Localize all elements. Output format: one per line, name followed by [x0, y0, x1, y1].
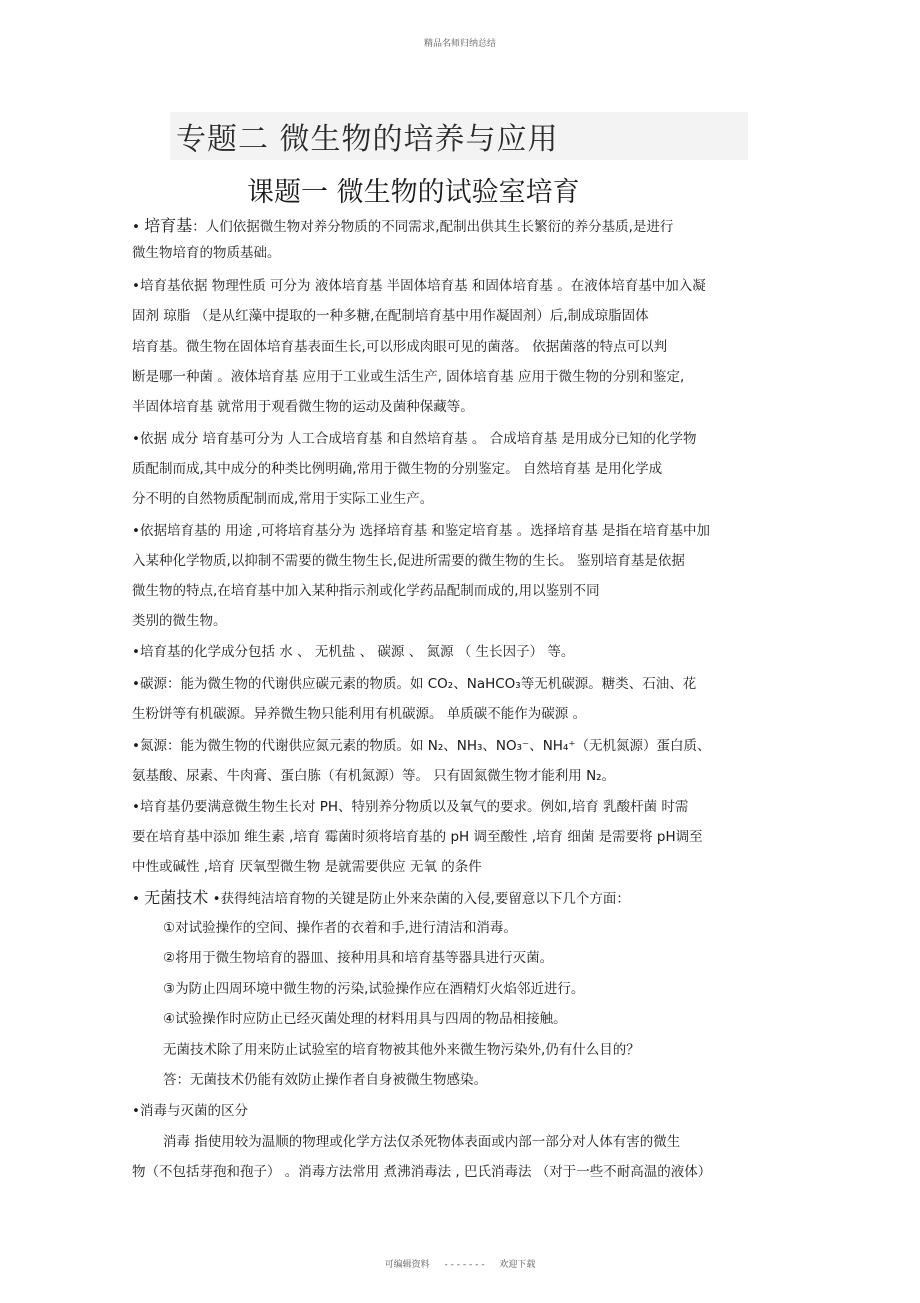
text-line-8: •依据 成分 培育基可分为 人工合成培育基 和自然培育基 。 合成培育基 是用成分已知的化学物	[132, 431, 697, 447]
text-line-3: •培育基依据 物理性质 可分为 液体培育基 半固体培育基 和固体培育基 。在液体培育基中加入凝	[132, 278, 706, 294]
answer-text: 答：无菌技术仍能有效防止操作者自身被微生物感染。	[163, 1072, 487, 1088]
text-line-5: 培育基。微生物在固体培育基表面生长,可以形成肉眼可见的菌落。 依据菌落的特点可以判	[132, 339, 668, 355]
text-line-2: 微生物培育的物质基础。	[132, 245, 281, 261]
text-line-21: 要在培育基中添加 维生素 ,培育 霉菌时须将培育基的 pH 调至酸性 ,培育 细菌 是需要将 pH调至	[132, 829, 703, 845]
list-item-3: ③为防止四周环境中微生物的污染,试验操作应在酒精灯火焰邻近进行。	[163, 981, 585, 997]
lesson-title: 课题一 微生物的试验室培育	[247, 177, 580, 208]
text-line-13: 微生物的特点,在培育基中加入某种指示剂或化学药品配制而成的,用以鉴别不同	[132, 583, 600, 599]
text-line-30: •消毒与灭菌的区分	[132, 1103, 248, 1119]
list-item-1: ①对试验操作的空间、操作者的衣着和手,进行清洁和消毒。	[163, 920, 517, 936]
text-line-19: 氨基酸、尿素、牛肉膏、蛋白胨（有机氮源）等。 只有固氮微生物才能利用 N₂。	[132, 768, 616, 784]
text-line-18: •氮源：能为微生物的代谢供应氮元素的物质。如 N₂、NH₃、NO₃⁻、NH₄⁺（无机氮源）蛋白质、	[132, 738, 711, 754]
text-line-10: 分不明的自然物质配制而成,常用于实际工业生产。	[132, 491, 434, 507]
footer-left: 可编辑资料	[384, 1260, 430, 1270]
text-line-9: 质配制而成,其中成分的种类比例明确,常用于微生物的分别鉴定。 自然培育基 是用化学成	[132, 461, 663, 477]
footer-dashes: - - - - - - -	[444, 1260, 485, 1270]
text-line-1: • 培育基：人们依据微生物对养分物质的不同需求,配制出供其生长繁衍的养分基质,是进行	[132, 216, 674, 235]
page-footer	[0, 1257, 920, 1270]
text-line-12: 入某种化学物质,以抑制不需要的微生物生长,促进所需要的微生物的生长。 鉴别培育基是依据	[132, 553, 685, 569]
text-line-11: •依据培育基的 用途 ,可将培育基分为 选择培育基 和鉴定培育基 。选择培育基 是指在培育基中加	[132, 523, 711, 539]
page-header: 精品名师归纳总结	[423, 39, 496, 49]
text-line-17: 生粉饼等有机碳源。异养微生物只能利用有机碳源。 单质碳不能作为碳源 。	[132, 706, 587, 722]
text-line-31: 消毒 指使用较为温顺的物理或化学方法仅杀死物体表面或内部一部分对人体有害的微生	[163, 1134, 681, 1150]
text-line-14: 类别的微生物。	[132, 613, 227, 629]
footer-right: 欢迎下载	[499, 1260, 536, 1270]
text-line-22: 中性或碱性 ,培育 厌氧型微生物 是就需要供应 无氧 的条件	[132, 859, 482, 875]
text-line-32: 物（不包括芽孢和孢子） 。消毒方法常用 煮沸消毒法 , 巴氏消毒法 （对于一些不耐高温的液体）	[132, 1164, 712, 1180]
list-item-2: ②将用于微生物培育的器皿、接种用具和培育基等器具进行灭菌。	[163, 950, 554, 966]
text-line-7: 半固体培育基 就常用于观看微生物的运动及菌种保藏等。	[132, 399, 474, 415]
text-line-16: •碳源：能为微生物的代谢供应碳元素的物质。如 CO₂、NaHCO₃等无机碳源。糖类、石油、花	[132, 676, 697, 692]
text-line-15: •培育基的化学成分包括 水 、 无机盐 、 碳源 、 氮源 （ 生长因子） 等。	[132, 644, 575, 660]
list-item-4: ④试验操作时应防止已经灭菌处理的材料用具与四周的物品相接触。	[163, 1011, 567, 1027]
question-text: 无菌技术除了用来防止试验室的培育物被其他外来微生物污染外,仍有什么目的？	[163, 1042, 640, 1058]
topic-title: 专题二 微生物的培养与应用	[176, 122, 559, 157]
text-line-4: 固剂 琼脂 （是从红藻中提取的一种多糖,在配制培育基中用作凝固剂）后,制成琼脂固体	[132, 308, 649, 324]
text-line-6: 断是哪一种菌 。液体培育基 应用于工业或生活生产, 固体培育基 应用于微生物的分别和鉴定,	[132, 369, 685, 385]
text-line-20: •培育基仍要满意微生物生长对 PH、特别养分物质以及氧气的要求。例如,培育 乳酸杆菌 时需	[132, 799, 689, 815]
text-line-23: • 无菌技术 •获得纯洁培育物的关键是防止外来杂菌的入侵,要留意以下几个方面：	[132, 888, 630, 907]
